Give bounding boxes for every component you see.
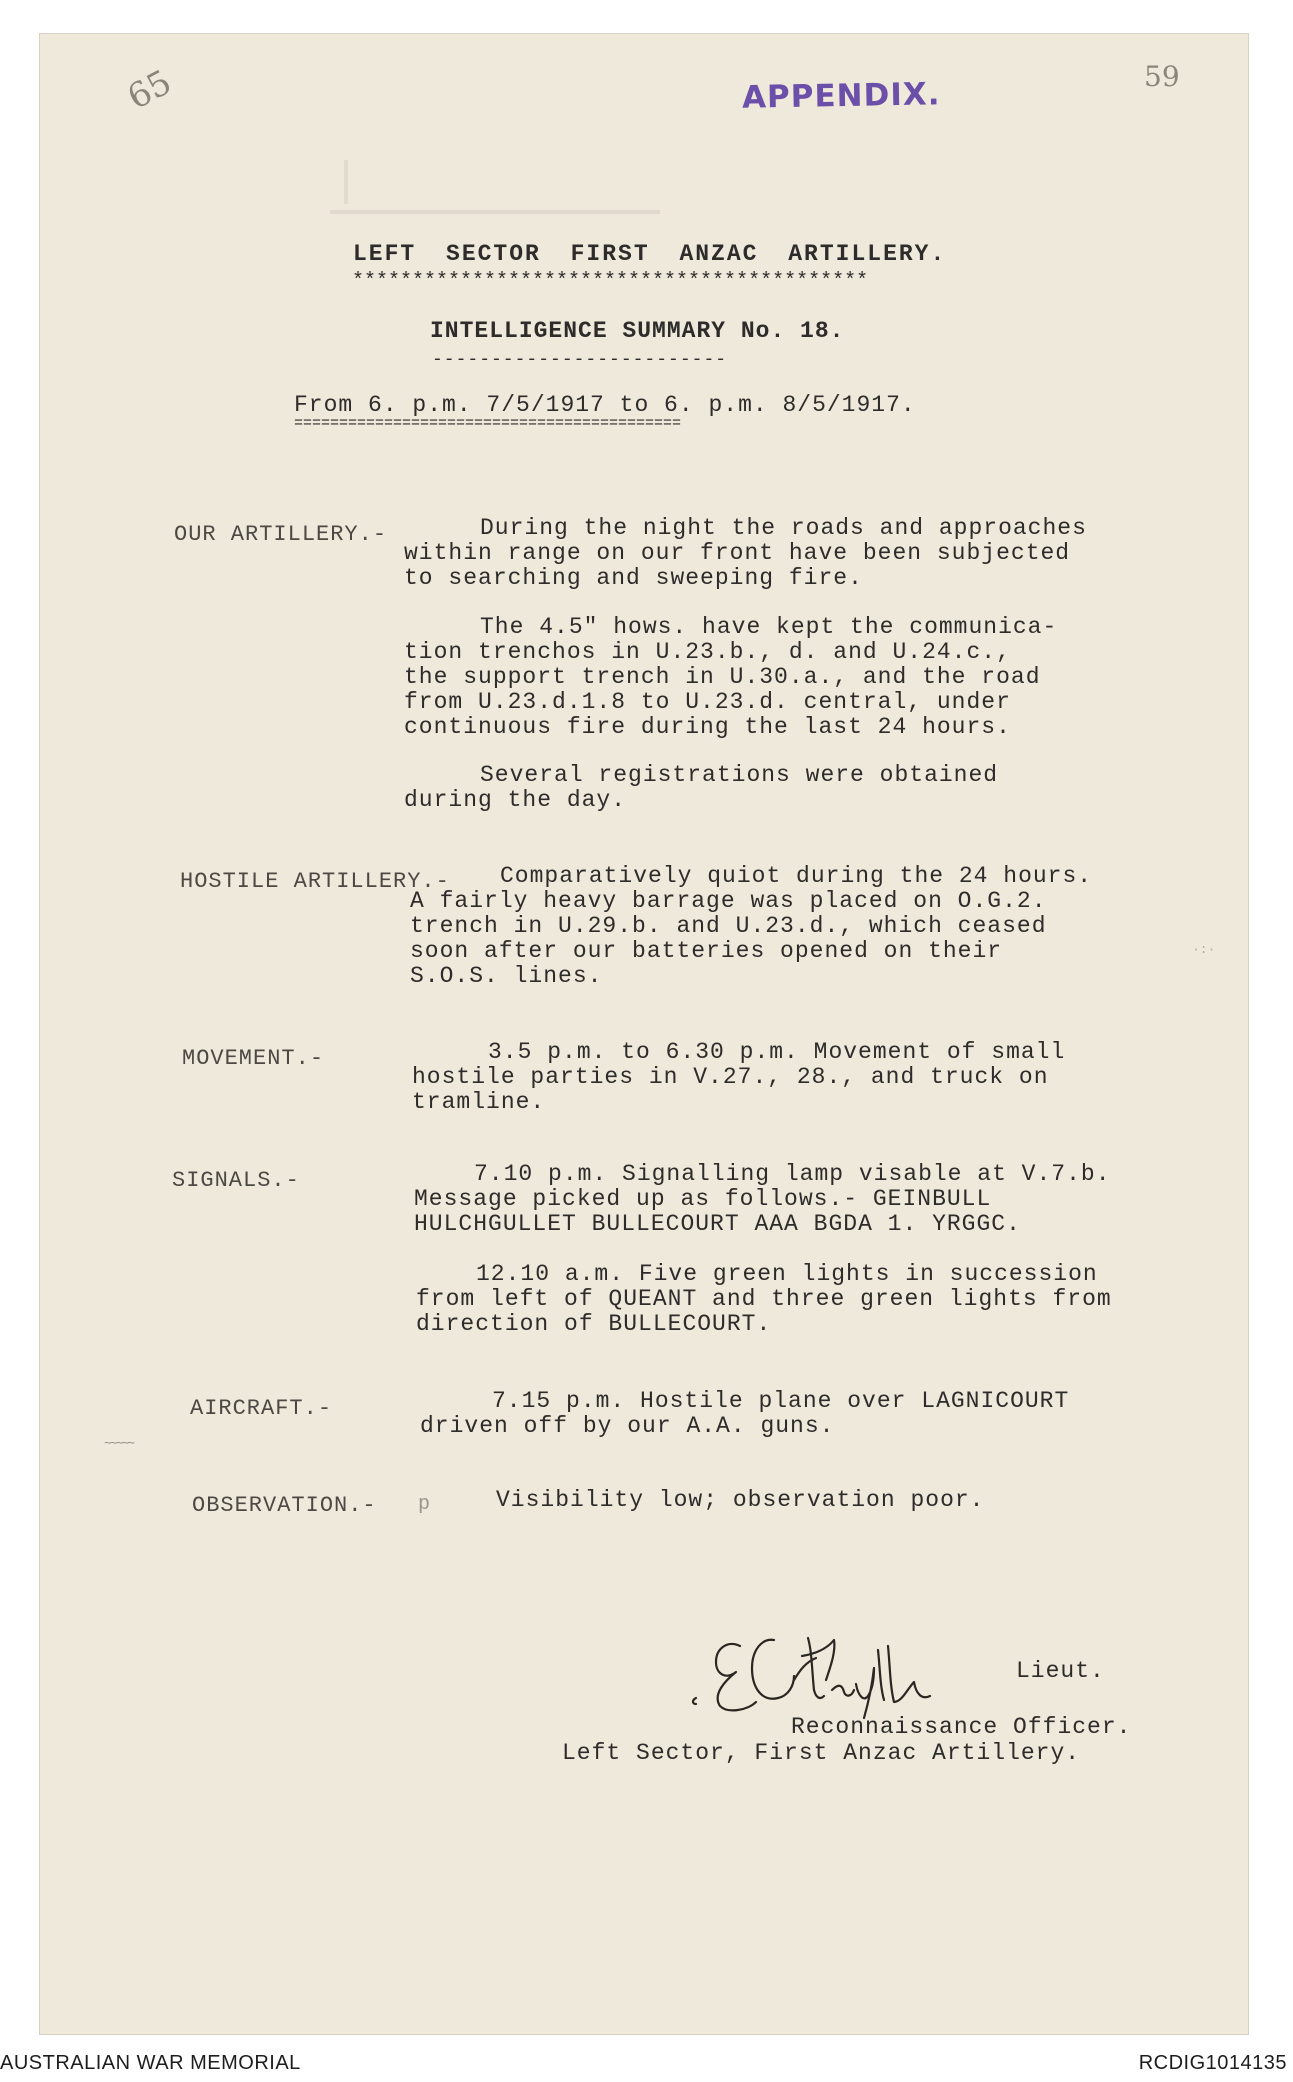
text-line: Message picked up as follows.- GEINBULL bbox=[414, 1186, 992, 1212]
text-line: 3.5 p.m. to 6.30 p.m. Movement of small bbox=[488, 1039, 1066, 1065]
signatory-rank: Lieut. bbox=[1016, 1658, 1105, 1684]
footer-record-id: RCDIG1014135 bbox=[1138, 2052, 1287, 2074]
text-line: 12.10 a.m. Five green lights in succession bbox=[476, 1261, 1098, 1287]
report-period: From 6. p.m. 7/5/1917 to 6. p.m. 8/5/1917. bbox=[294, 392, 916, 418]
text-line: the support trench in U.30.a., and the road bbox=[404, 664, 1041, 690]
text-line: 7.15 p.m. Hostile plane over LAGNICOURT bbox=[492, 1388, 1070, 1414]
text-line: driven off by our A.A. guns. bbox=[420, 1413, 835, 1439]
period-double-underline bbox=[294, 415, 682, 432]
text-line: trench in U.29.b. and U.23.d., which ceased bbox=[410, 913, 1047, 939]
text-line: During the night the roads and approaches bbox=[480, 515, 1087, 541]
text-line: Comparatively quiot during the 24 hours. bbox=[500, 863, 1093, 889]
title-star-underline: ******************************************* bbox=[352, 270, 869, 293]
document-subtitle: INTELLIGENCE SUMMARY No. 18. bbox=[430, 318, 845, 344]
signatory-unit: Left Sector, First Anzac Artillery. bbox=[562, 1740, 1081, 1766]
bleed-through-mark bbox=[344, 160, 348, 204]
underline-row: =========================================== bbox=[294, 415, 682, 432]
section-heading-hostile-artillery: HOSTILE ARTILLERY.- bbox=[180, 869, 450, 894]
pencil-tick-mark: ~~~~~ bbox=[104, 1436, 134, 1451]
text-line: A fairly heavy barrage was placed on O.G.2. bbox=[410, 888, 1047, 914]
section-heading-aircraft: AIRCRAFT.- bbox=[190, 1396, 333, 1421]
observation-text bbox=[496, 1488, 984, 1513]
text-line: direction of BULLECOURT. bbox=[416, 1311, 772, 1337]
document-title: LEFT SECTOR FIRST ANZAC ARTILLERY. bbox=[353, 241, 947, 267]
text-line: HULCHGULLET BULLECOURT AAA BGDA 1. YRGGC. bbox=[414, 1211, 1021, 1237]
text-line: tramline. bbox=[412, 1089, 546, 1115]
movement-paragraph bbox=[412, 1040, 1065, 1115]
section-heading-our-artillery: OUR ARTILLERY.- bbox=[174, 522, 388, 547]
our-artillery-paragraph-1 bbox=[404, 516, 1087, 591]
text-line: to searching and sweeping fire. bbox=[404, 565, 863, 591]
section-heading-observation: OBSERVATION.- bbox=[192, 1493, 377, 1518]
handwritten-signature bbox=[682, 1610, 962, 1720]
text-line: from left of QUEANT and three green lights from bbox=[416, 1286, 1112, 1312]
appendix-stamp: APPENDIX. bbox=[741, 76, 941, 116]
text-line: hostile parties in V.27., 28., and truck on bbox=[412, 1064, 1049, 1090]
text-line: S.O.S. lines. bbox=[410, 963, 603, 989]
signatory-title: Reconnaissance Officer. bbox=[791, 1714, 1132, 1740]
section-heading-movement: MOVEMENT.- bbox=[182, 1046, 325, 1071]
signals-paragraph-1 bbox=[414, 1162, 1111, 1237]
signals-paragraph-2 bbox=[416, 1262, 1112, 1337]
text-line: during the day. bbox=[404, 787, 627, 813]
text-line: within range on our front have been subjected bbox=[404, 540, 1071, 566]
our-artillery-paragraph-2 bbox=[404, 615, 1057, 740]
section-heading-signals: SIGNALS.- bbox=[172, 1168, 300, 1193]
text-line: Visibility low; observation poor. bbox=[496, 1487, 985, 1513]
our-artillery-paragraph-3 bbox=[404, 763, 998, 813]
text-line: soon after our batteries opened on their bbox=[410, 938, 1003, 964]
hostile-artillery-paragraph bbox=[410, 864, 1092, 989]
text-line: continuous fire during the last 24 hours. bbox=[404, 714, 1011, 740]
observation-margin-mark: p bbox=[418, 1493, 432, 1516]
text-line: The 4.5" hows. have kept the communica- bbox=[480, 614, 1058, 640]
folio-pencil-number: 65 bbox=[121, 62, 179, 118]
text-line: 7.10 p.m. Signalling lamp visable at V.7.b. bbox=[474, 1161, 1111, 1187]
aircraft-paragraph bbox=[420, 1389, 1069, 1439]
bleed-through-mark bbox=[330, 210, 660, 214]
page-number: 59 bbox=[1144, 60, 1180, 93]
text-line: Several registrations were obtained bbox=[480, 762, 999, 788]
subtitle-dash-underline: ------------------------- bbox=[432, 350, 728, 370]
text-line: tion trenchos in U.23.b., d. and U.24.c., bbox=[404, 639, 1011, 665]
footer-institution: AUSTRALIAN WAR MEMORIAL bbox=[0, 2052, 301, 2074]
margin-smudge: ·:· bbox=[1192, 942, 1216, 957]
text-line: from U.23.d.1.8 to U.23.d. central, under bbox=[404, 689, 1011, 715]
